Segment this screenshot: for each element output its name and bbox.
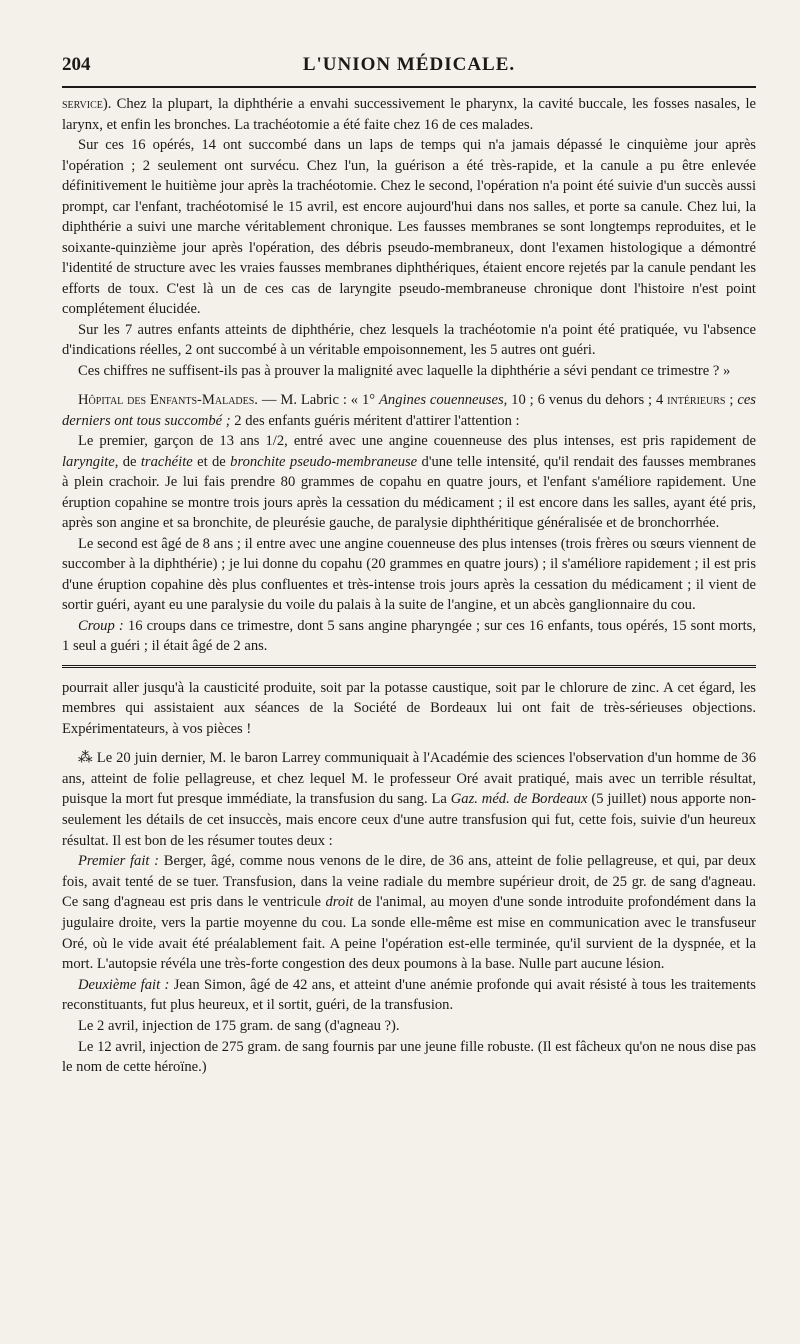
deuxieme-fait-lead: Deuxième fait : — [78, 976, 170, 993]
paragraph-premier — [62, 431, 756, 534]
premier-text-a: Le premier, garçon de 13 ans 1/2, entré avec une angine couenneuse des plus intenses, est pris rapidement de — [78, 433, 756, 449]
transfusion-text-b: (5 juillet) nous apporte non-seulement les détails de cet insuccès, mais encore ceux d'une autre transfusion qui fut, cette fois, suivie d'un heureux résultat. Il est bon de les résumer toutes deux : — [62, 791, 756, 849]
premier-text-g: d'une telle intensité, qu'il rendait des fausses membranes à plein crachoir. Je lui fais prendre 80 grammes de copahu en quatre jours, et l'enfant s'améliore rapidement. Une éruption copahine se montre trois jours après la cessation du médicament ; il est encore dans les salles, ayant été pris, après son angine et sa bronchite, de pleurésie gauche, de paralysie diphthéritique généralisée et de bronchorrhée. — [62, 453, 756, 531]
transfusion-text-a: Le 20 juin dernier, M. le baron Larrey communiquait à l'Académie des sciences l'observation d'un homme de 36 ans, atteint de folie pellagreuse, et chez lequel M. le professeur Oré avait pratiqué, mais avec un terrible résultat, puisque la mort fut presque immédiate, la transfusion du sang. La — [62, 750, 756, 808]
paragraph-chiffres: Ces chiffres ne suffisent-ils pas à prouver la malignité avec laquelle la diphthérie a sévi pendant ce trimestre ? » — [78, 362, 731, 379]
paragraph-transfusion — [62, 748, 756, 851]
paragraph-12-avril: Le 12 avril, injection de 275 gram. de sang fournis par une jeune fille robuste. (Il est fâcheux qu'on ne nous dise pas le nom de cette héroïne.) — [62, 1038, 756, 1076]
premier-fait-text-b: de l'animal, au moyen d'une sonde introduite profondément dans la jugulaire droite, vers la partie moyenne du cou. La sonde elle-même est mise en communication avec le transfuseur Oré, où le vide avait été préalablement fait. A peine l'opération est-elle terminée, qu'il survient de la dyspnée, et la mort. L'autopsie révéla une très-forte congestion des deux poumons à la base. Nulle part aucune lésion. — [62, 894, 756, 973]
premier-text-e: et de — [192, 453, 231, 470]
paragraph-service — [62, 94, 756, 135]
top-section — [62, 94, 756, 657]
premier-fait-lead: Premier fait : — [78, 853, 160, 870]
paragraph-premier-fait — [62, 851, 756, 975]
croup-lead: Croup : — [78, 617, 124, 634]
paragraph-2-avril: Le 2 avril, injection de 175 gram. de sang (d'agneau ?). — [78, 1018, 400, 1034]
paragraph-hopital — [62, 390, 756, 431]
service-lead: service). — [62, 96, 112, 112]
paragraph-operes: Sur ces 16 opérés, 14 ont succombé dans un laps de temps qui n'a jamais dépassé le cinquième jour après l'opération ; 2 seulement ont survécu. Chez l'un, la guérison a été très-rapide, et la canule a pu être enlevée définitivement le huitième jour après la trachéotomie. Chez le second, l'opération n'a point été suivie d'un succès aussi prompt, car l'enfant, trachéotomisé le 15 avril, est encore aujourd'hui dans nos salles, et porte sa canule. Chez lui, la diphthérie a suivi une marche véritablement chronique. Les fausses membranes se sont longtemps reproduites, et le soixante-quinzième jour après l'opération, des débris pseudo-membraneux, dont l'examen histologique a démontré l'identité de structure avec les vraies fausses membranes diphthériques, étaient encore rejetés par la canule pendant les efforts de toux. C'est là un de ces cas de laryngite pseudo-membraneuse chronique dont l'histoire n'est point complétement élucidée. — [62, 137, 756, 317]
premier-fait-text-a: Berger, âgé, comme nous venons de le dire, de 36 ans, atteint de folie pellagreuse, et qui, par deux fois, avait tenté de se tuer. Transfusion, dans la veine radiale du membre supérieur droit, de 25 gr. de sang d'agneau. Ce sang d'agneau est pris dans le ventricule — [62, 853, 756, 911]
premier-text-d: trachéite — [140, 453, 193, 470]
premier-text-f: bronchite pseudo-membraneuse — [230, 453, 418, 470]
hopital-text-g: 2 des enfants guéris méritent d'attirer l'attention : — [230, 412, 520, 429]
premier-text-b: laryngite — [62, 453, 115, 470]
hospital-name: Hôpital des Enfants-Malades. — [78, 392, 258, 408]
service-text: Chez la plupart, la diphthérie a envahi successivement le pharynx, la cavité buccale, les fosses nasales, le larynx, et enfin les bronches. La trachéotomie a été faite chez 16 de ces malades. — [62, 96, 756, 133]
hopital-text-c: 10 ; 6 venus du dehors ; 4 — [507, 392, 668, 408]
croup-text: 16 croups dans ce trimestre, dont 5 sans angine pharyngée ; sur ces 16 enfants, tous opérés, 15 sont morts, 1 seul a guéri ; il était âgé de 2 ans. — [62, 617, 756, 654]
paragraph-causticite: pourrait aller jusqu'à la causticité produite, soit par la potasse caustique, soit par le chlorure de zinc. A cet égard, les membres qui assistaient aux séances de la Société de Bordeaux lui ont fait de très-sérieuses objections. Expérimentateurs, à vos pièces ! — [62, 679, 756, 737]
hopital-text-e: ; — [725, 392, 738, 408]
hopital-text-b: Angines couenneuses, — [378, 392, 508, 408]
asterism: ⁂ — [78, 750, 93, 767]
paragraph-autres-enfants: Sur les 7 autres enfants atteints de diphthérie, chez lesquels la trachéotomie n'a point été pratiquée, vu l'absence d'indications réelles, 2 ont succombé à un véritable empoisonnement, les 5 autres ont guéri. — [62, 321, 756, 358]
hopital-text-f: ces derniers ont tous succombé ; — [62, 392, 756, 429]
journal-title: L'UNION MÉDICALE. — [302, 54, 516, 75]
paragraph-second: Le second est âgé de 8 ans ; il entre avec une angine couenneuse des plus intenses (trois frères ou sœurs viennent de succomber à la diphthérie) ; je lui donne du copahu (20 grammes en quatre jours) ; il s'améliore rapidement ; il est pris d'une éruption copahine dès plus confluentes et très-intense trois jours après la cessation du médicament ; il vient de sortir guéri, ayant eu une paralysie du voile du palais à la suite de l'angine, et un abcès ganglionnaire du cou. — [62, 535, 756, 613]
header-rule — [62, 86, 756, 88]
page-header — [62, 52, 756, 86]
premier-text-c: , de — [114, 453, 141, 470]
premier-fait-droit: droit — [325, 894, 354, 911]
paragraph-croup — [62, 616, 756, 657]
hopital-text-a: — M. Labric : « 1° — [257, 392, 379, 408]
deuxieme-fait-text: Jean Simon, âgé de 42 ans, et atteint d'une anémie profonde qui avait résisté à tous les traitements reconstituants, fut plus heureux, et il sortit, guéri, de la transfusion. — [62, 976, 756, 1014]
page-number: 204 — [62, 54, 91, 75]
journal-citation: Gaz. méd. de Bordeaux — [450, 791, 588, 808]
section-divider — [62, 665, 756, 668]
paragraph-deuxieme-fait — [62, 975, 756, 1016]
bottom-section — [62, 678, 756, 1078]
hopital-text-d: intérieurs — [667, 392, 726, 408]
